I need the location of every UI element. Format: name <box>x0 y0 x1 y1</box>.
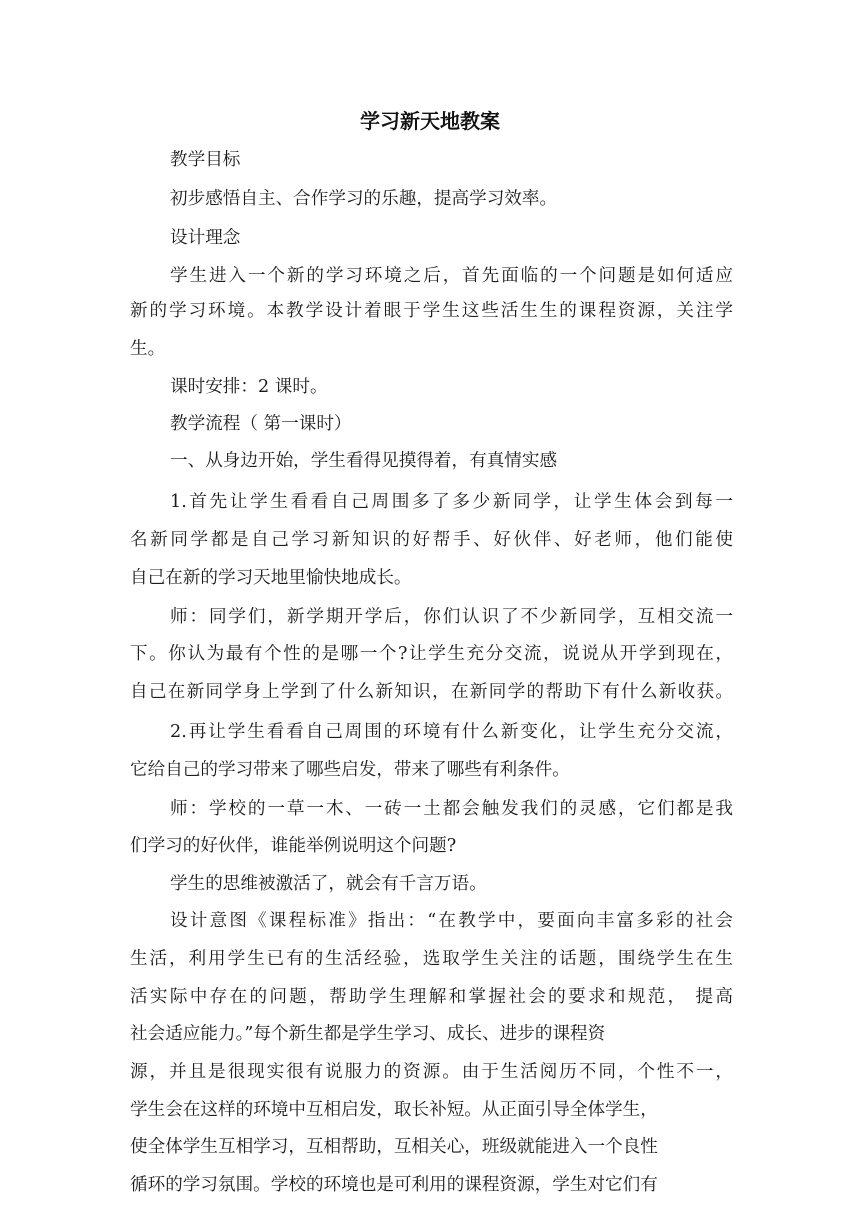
paragraph-line: 们学习的好伙伴，谁能举例说明这个问题? <box>130 836 457 856</box>
paragraph-line: 使全体学生互相学习，互相帮助，互相关心，班级就能进入一个良性 <box>130 1137 658 1157</box>
paragraph-line: 1.首先让学生看看自己周围多了多少新同学，让学生体会到每一 <box>170 492 733 512</box>
paragraph-line: 教学流程（ 第一课时） <box>170 414 352 434</box>
paragraph-line: 初步感悟自主、合作学习的乐趣，提高学习效率。 <box>170 189 558 209</box>
paragraph-line: 下。你认为最有个性的是哪一个?让学生充分交流，说说从开学到现在， <box>130 644 733 664</box>
paragraph-line: 一、从身边开始，学生看得见摸得着，有真情实感 <box>170 451 558 471</box>
paragraph-line: 名新同学都是自己学习新知识的好帮手、好伙伴、好老师，他们能使 <box>130 530 733 550</box>
paragraph-line: 活实际中存在的问题，帮助学生理解和掌握社会的要求和规范， 提高 <box>130 987 733 1007</box>
paragraph-line: 师：学校的一草一木、一砖一土都会触发我们的灵感，它们都是我 <box>170 799 733 819</box>
paragraph-line: 生活，利用学生已有的生活经验，选取学生关注的话题，围绕学生在生 <box>130 949 733 969</box>
paragraph-line: 源，并且是很现实很有说服力的资源。由于生活阅历不同，个性不一， <box>130 1062 733 1082</box>
paragraph-line: 它给自己的学习带来了哪些启发，带来了哪些有利条件。 <box>130 760 570 780</box>
paragraph-line: 学生会在这样的环境中互相启发，取长补短。从正面引导全体学生， <box>130 1100 658 1120</box>
paragraph-line: 自己在新同学身上学到了什么新知识，在新同学的帮助下有什么新收获。 <box>130 682 733 702</box>
paragraph-line: 社会适应能力。”每个新生都是学生学习、成长、进步的课程资 <box>130 1024 606 1044</box>
paragraph-line: 新的学习环境。本教学设计着眼于学生这些活生生的课程资源，关注学 <box>130 301 733 321</box>
paragraph-line: 师：同学们，新学期开学后，你们认识了不少新同学，互相交流一 <box>170 607 733 627</box>
document-title: 学习新天地教案 <box>360 109 500 133</box>
paragraph-line: 生。 <box>130 339 166 359</box>
section-heading-objective: 教学目标 <box>170 150 241 170</box>
paragraph-line: 课时安排：2 课时。 <box>170 377 328 397</box>
paragraph-line: 2.再让学生看看自己周围的环境有什么新变化，让学生充分交流， <box>170 722 733 742</box>
paragraph-line: 自己在新的学习天地里愉快地成长。 <box>130 568 412 588</box>
paragraph-line: 循环的学习氛围。学校的环境也是可利用的课程资源，学生对它们有 <box>130 1175 658 1195</box>
paragraph-line: 设计意图《课程标准》指出：“在教学中，要面向丰富多彩的社会 <box>170 911 733 931</box>
paragraph-line: 学生的思维被激活了，就会有千言万语。 <box>170 874 487 894</box>
paragraph-line: 学生进入一个新的学习环境之后，首先面临的一个问题是如何适应 <box>170 266 733 286</box>
section-heading-concept: 设计理念 <box>170 228 241 248</box>
